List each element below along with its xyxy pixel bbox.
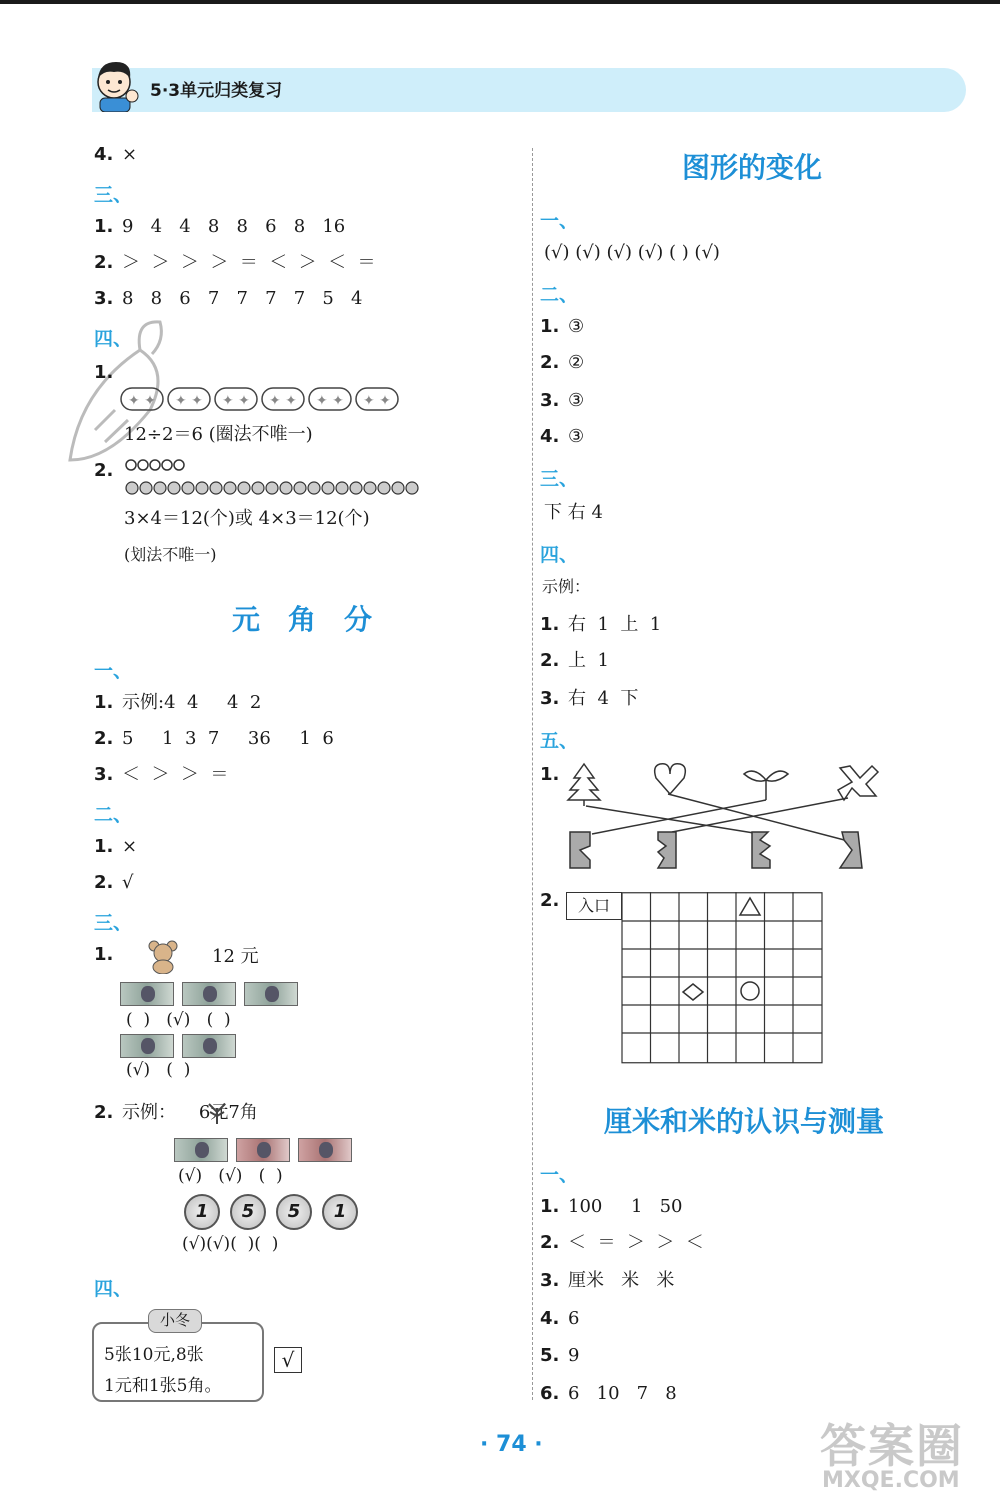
banknote-icon [182,1034,236,1058]
triangle-icon [740,898,760,915]
section-heading: 一、 [94,660,133,682]
section-heading: 三、 [540,468,579,490]
page-number: · 74 · [480,1432,543,1457]
note: (划法不唯一) [124,545,217,564]
answer-row: 2. 5 1 3 7 36 1 6 [94,728,334,749]
answer-row: 1. [94,944,114,965]
section-heading: 一、 [540,1164,579,1186]
coin-icon: 5 [230,1194,266,1230]
answer-row: 3. 右 4 下 [540,688,639,709]
section-heading: 三、 [94,184,133,206]
svg-text:✦ ✦: ✦ ✦ [269,393,297,409]
answer-row: 2. [94,460,114,481]
answer-row: 2. ＞ ＞ ＞ ＞ ＝ ＜ ＞ ＜ ＝ [94,252,376,273]
banknote-icon [244,982,298,1006]
svg-text:✦ ✦: ✦ ✦ [175,393,203,409]
choice-marks: (√) ( ) [126,1060,191,1080]
banknote-icon [298,1138,352,1162]
coins-row [184,1194,368,1230]
answer-row: 1. 100 1 50 [540,1196,683,1217]
section-title: 元角分 [232,603,401,636]
header-title: 5·3单元归类复习 [150,81,283,101]
coin-icon: 5 [276,1194,312,1230]
banknotes-row [120,1034,244,1062]
answer-row: 3. ＜ ＞ ＞ ＝ [94,764,229,785]
svg-text:✦ ✦: ✦ ✦ [316,393,344,409]
svg-text:✦ ✦: ✦ ✦ [222,393,250,409]
coin-icon: 1 [322,1194,358,1230]
shape-matching-figure [560,760,880,876]
watermark-url: MXQE.COM [822,1468,960,1493]
answer-row: 2. ② [540,352,585,373]
answer-row: 2. [540,890,560,911]
section-title: 图形的变化 [682,151,823,184]
equation: 3×4＝12(个)或 4×3＝12(个) [124,508,370,529]
answer-row: 5. 9 [540,1345,580,1366]
circles-figure [124,458,424,498]
column-divider [532,148,533,1400]
answer-row: 3. 厘米 米 米 [540,1270,675,1291]
example-label: 示例： [542,577,591,596]
section-heading: 二、 [94,804,133,826]
teddy-bear-icon [148,940,178,974]
answer-row: 4. 6 [540,1308,580,1329]
answer-row: 3. ③ [540,390,585,411]
speech-box [92,1322,264,1402]
price: 12 元 [212,946,259,967]
answer-row: 2. 上 1 [540,650,609,671]
answer-row: 1. ③ [540,316,585,337]
diamond-icon [683,984,703,1000]
banknote-icon [120,982,174,1006]
plant-toy-icon [204,1100,230,1126]
banknote-icon [120,1034,174,1058]
circle-icon [741,982,759,1000]
answer-row: (√) (√) (√) (√) ( ) (√) [544,242,720,263]
banknote-icon [182,982,236,1006]
banknote-icon [236,1138,290,1162]
banknotes-row [120,982,306,1010]
answer-row: 下 右 4 [544,502,603,523]
answer-row: 4. × [94,144,138,165]
speech-line: 1元和1张5角。 [104,1376,222,1396]
choice-marks: (√) (√) ( ) [178,1166,283,1186]
section-heading: 二、 [540,284,579,306]
answer-row: 3. 8 8 6 7 7 7 7 5 4 [94,288,363,309]
section-heading: 四、 [94,328,133,350]
answer-row: 1. 示例:4 4 4 2 [94,692,262,713]
answer-row: 6. 6 10 7 8 [540,1383,677,1404]
grouped-stars-figure [120,386,402,412]
boy-mascot-icon [90,56,142,112]
banknotes-row [174,1138,360,1166]
choice-marks: (√)(√)( )( ) [182,1234,279,1254]
section-heading: 四、 [540,544,579,566]
answer-row: 2. √ [94,872,134,893]
answer-row: 1. [540,764,560,785]
answer-row: 1. [94,362,114,383]
section-heading: 一、 [540,210,579,232]
speech-line: 5张10元,8张 [104,1345,204,1365]
answer-row: 1. × [94,836,138,857]
answer-row: 2. ＜ ＝ ＞ ＞ ＜ [540,1232,704,1253]
answer-checkbox: √ [274,1347,302,1373]
top-border [0,0,1000,4]
answer-row: 4. ③ [540,426,585,447]
banknote-icon [174,1138,228,1162]
speaker-tag: 小冬 [148,1309,202,1333]
equation: 12÷2＝6 (圈法不唯一) [124,424,313,445]
watermark-title: 答案圈 [820,1419,964,1473]
choice-marks: ( ) (√) ( ) [126,1010,231,1030]
section-heading: 五、 [540,730,579,752]
answer-row: 2. 示例： 6元7角 [94,1102,258,1123]
answer-row: 1. 右 1 上 1 [540,614,662,635]
svg-text:✦ ✦: ✦ ✦ [128,393,156,409]
section-heading: 三、 [94,912,133,934]
entrance-label: 入口 [566,892,622,920]
svg-text:✦ ✦: ✦ ✦ [363,393,391,409]
site-watermark [820,1410,990,1500]
coin-icon: 1 [184,1194,220,1230]
section-title: 厘米和米的认识与测量 [604,1105,885,1138]
section-heading: 四、 [94,1278,133,1300]
answer-row: 1. 9 4 4 8 8 6 8 16 [94,216,346,237]
